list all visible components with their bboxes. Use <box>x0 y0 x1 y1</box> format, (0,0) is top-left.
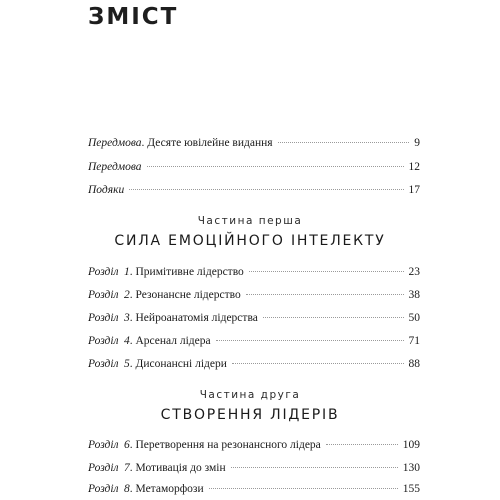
chapter-title: . Примітивне лідерство <box>129 266 244 278</box>
page-number: 130 <box>402 462 420 474</box>
page-number: 38 <box>408 289 420 301</box>
toc-chapter-5[interactable] <box>88 355 420 373</box>
page-number: 71 <box>408 335 420 347</box>
page-number: 50 <box>408 312 420 324</box>
chapter-title: . Перетворення на резонансного лідера <box>129 439 321 451</box>
entry-suffix: . Десяте ювілейне видання <box>141 137 273 149</box>
toc-chapter-1[interactable] <box>88 263 420 281</box>
dot-leader <box>246 294 404 295</box>
toc-entry-preface[interactable] <box>88 158 420 176</box>
toc-chapter-8[interactable] <box>88 480 420 498</box>
toc-entry-preface-anniversary[interactable] <box>88 134 420 152</box>
page-number: 9 <box>414 137 420 149</box>
chapter-word: Розділ <box>88 266 119 278</box>
dot-leader <box>209 488 398 489</box>
dot-leader <box>232 363 404 364</box>
entry-label: Передмова <box>88 137 142 149</box>
chapter-number: 3 <box>124 312 130 324</box>
chapter-title: . Метаморфози <box>129 483 204 495</box>
dot-leader <box>249 271 404 272</box>
toc-chapter-4[interactable] <box>88 332 420 350</box>
toc-chapter-6[interactable] <box>88 436 420 454</box>
entry-label: Передмова <box>88 161 142 173</box>
chapter-title: . Дисонансні лідери <box>129 358 227 370</box>
chapter-word: Розділ <box>88 439 119 451</box>
chapter-word: Розділ <box>88 483 119 495</box>
chapter-number: 5 <box>124 358 130 370</box>
dot-leader <box>263 317 404 318</box>
dot-leader <box>231 467 398 468</box>
chapter-title: . Мотивація до змін <box>129 462 226 474</box>
dot-leader <box>147 166 404 167</box>
toc-chapter-2[interactable] <box>88 286 420 304</box>
chapter-number: 4 <box>124 335 130 347</box>
chapter-number: 6 <box>124 439 130 451</box>
toc-chapter-7[interactable] <box>88 459 420 477</box>
chapter-word: Розділ <box>88 312 119 324</box>
entry-label: Подяки <box>88 184 125 196</box>
chapter-title: . Нейроанатомія лідерства <box>129 312 258 324</box>
part-label: Частина перша <box>197 215 303 227</box>
chapter-number: 8 <box>124 483 130 495</box>
chapter-title: . Резонансне лідерство <box>129 289 241 301</box>
dot-leader <box>216 340 404 341</box>
page-number: 17 <box>408 184 420 196</box>
page-number: 12 <box>408 161 420 173</box>
chapter-title: . Арсенал лідера <box>129 335 211 347</box>
page-number: 109 <box>402 439 420 451</box>
toc-entry-acknowledgments[interactable] <box>88 181 420 199</box>
page-number: 23 <box>408 266 420 278</box>
part-label: Частина друга <box>199 389 301 401</box>
chapter-word: Розділ <box>88 289 119 301</box>
dot-leader <box>278 142 410 143</box>
chapter-word: Розділ <box>88 335 119 347</box>
toc-chapter-3[interactable] <box>88 309 420 327</box>
chapter-number: 7 <box>124 462 130 474</box>
chapter-number: 1 <box>124 266 130 278</box>
page-title: ЗМІСТ <box>88 4 179 30</box>
chapter-word: Розділ <box>88 462 119 474</box>
dot-leader <box>129 189 403 190</box>
dot-leader <box>326 444 398 445</box>
chapter-word: Розділ <box>88 358 119 370</box>
page-number: 155 <box>402 483 420 495</box>
part-title: СТВОРЕННЯ ЛІДЕРІВ <box>160 407 340 423</box>
page-number: 88 <box>408 358 420 370</box>
part-title: СИЛА ЕМОЦІЙНОГО ІНТЕЛЕКТУ <box>114 233 386 249</box>
chapter-number: 2 <box>124 289 130 301</box>
